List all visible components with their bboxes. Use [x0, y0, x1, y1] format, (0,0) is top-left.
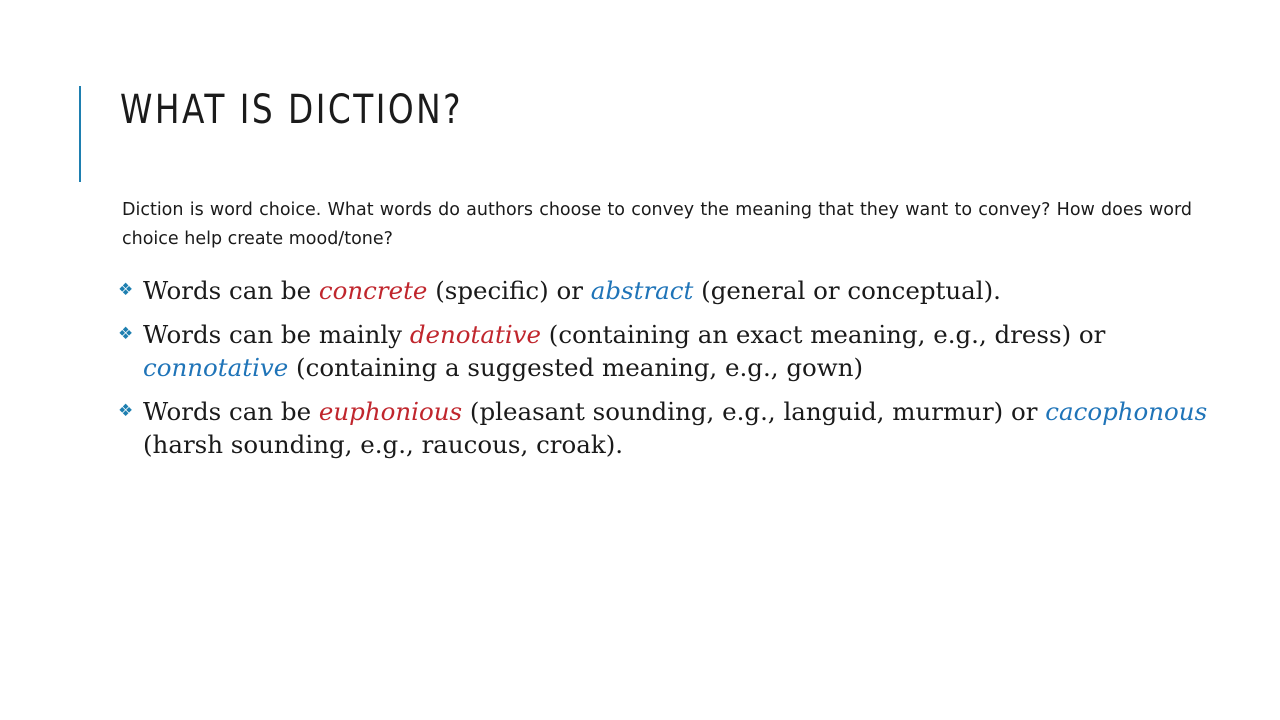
bullet-list [118, 274, 1228, 472]
bullet-mid: (specific) or [427, 276, 591, 305]
term-concrete: concrete [318, 276, 428, 305]
bullet-text [143, 276, 1001, 305]
bullet-lead: Words can be [143, 397, 319, 426]
bullet-lead: Words can be mainly [143, 320, 410, 349]
term-denotative: denotative [409, 320, 541, 349]
slide-title: WHAT IS DICTION? [120, 87, 464, 133]
term-abstract: abstract [590, 276, 694, 305]
intro-paragraph: Diction is word choice. What words do authors choose to convey the meaning that they want to convey? How does word choice help create mood/tone? [122, 200, 1192, 249]
bullet-tail: (general or conceptual). [693, 276, 1001, 305]
diamond-bullet-icon: ❖ [118, 280, 134, 300]
bullet-item [118, 274, 1228, 307]
diamond-bullet-icon: ❖ [118, 324, 134, 344]
bullet-text [143, 397, 1207, 459]
bullet-item [118, 395, 1228, 461]
bullet-tail: (harsh sounding, e.g., raucous, croak). [143, 430, 624, 459]
term-euphonious: euphonious [318, 397, 463, 426]
title-accent-bar [79, 86, 81, 182]
bullet-lead: Words can be [143, 276, 319, 305]
bullet-mid: (pleasant sounding, e.g., languid, murmur) or [462, 397, 1046, 426]
term-cacophonous: cacophonous [1045, 397, 1208, 426]
term-connotative: connotative [143, 353, 289, 382]
bullet-item [118, 318, 1228, 384]
diamond-bullet-icon: ❖ [118, 401, 134, 421]
bullet-tail: (containing a suggested meaning, e.g., gown) [288, 353, 864, 382]
bullet-mid: (containing an exact meaning, e.g., dress) or [541, 320, 1106, 349]
bullet-text [143, 320, 1105, 382]
